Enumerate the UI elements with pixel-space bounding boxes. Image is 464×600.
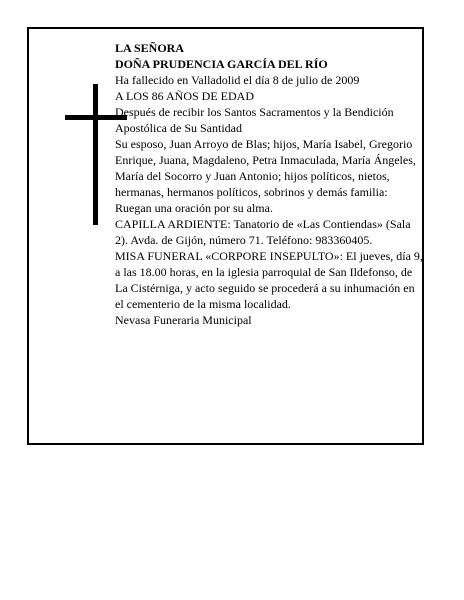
deceased-name: DOÑA PRUDENCIA GARCÍA DEL RÍO [115, 57, 328, 71]
death-statement: Ha fallecido en Valladolid el día 8 de julio de 2009 [115, 73, 360, 87]
age-statement: A LOS 86 AÑOS DE EDAD [115, 89, 255, 103]
chapel-info: CAPILLA ARDIENTE: Tanatorio de «Las Contiendas» (Sala 2). Avda. de Gijón, número 71. Teléfono: 983360405. [115, 217, 411, 247]
funeral-home: Nevasa Funeraria Municipal [115, 313, 252, 327]
mass-info: MISA FUNERAL «CORPORE INSEPULTO»: El jueves, día 9, a las 18.00 horas, en la iglesia parroquial de San Ildefonso, de La Cistérniga, y acto seguido se procederá a su inhumación en el cementerio de la misma localidad. [115, 249, 423, 311]
family-statement: Su esposo, Juan Arroyo de Blas; hijos, María Isabel, Gregorio Enrique, Juana, Magdaleno, Petra Inmaculada, María Ángeles, María del Socorro y Juan Antonio; hijos políticos, nietos, hermanas, hermanos políticos, sobrinos y demás familia: [115, 137, 416, 199]
sacraments-statement: Después de recibir los Santos Sacramentos y la Bendición Apostólica de Su Santidad [115, 105, 394, 135]
prayer-request: Ruegan una oración por su alma. [115, 201, 273, 215]
notice-title: LA SEÑORA [115, 41, 185, 55]
cross-vertical-bar [93, 84, 98, 225]
obituary-text [115, 40, 425, 328]
